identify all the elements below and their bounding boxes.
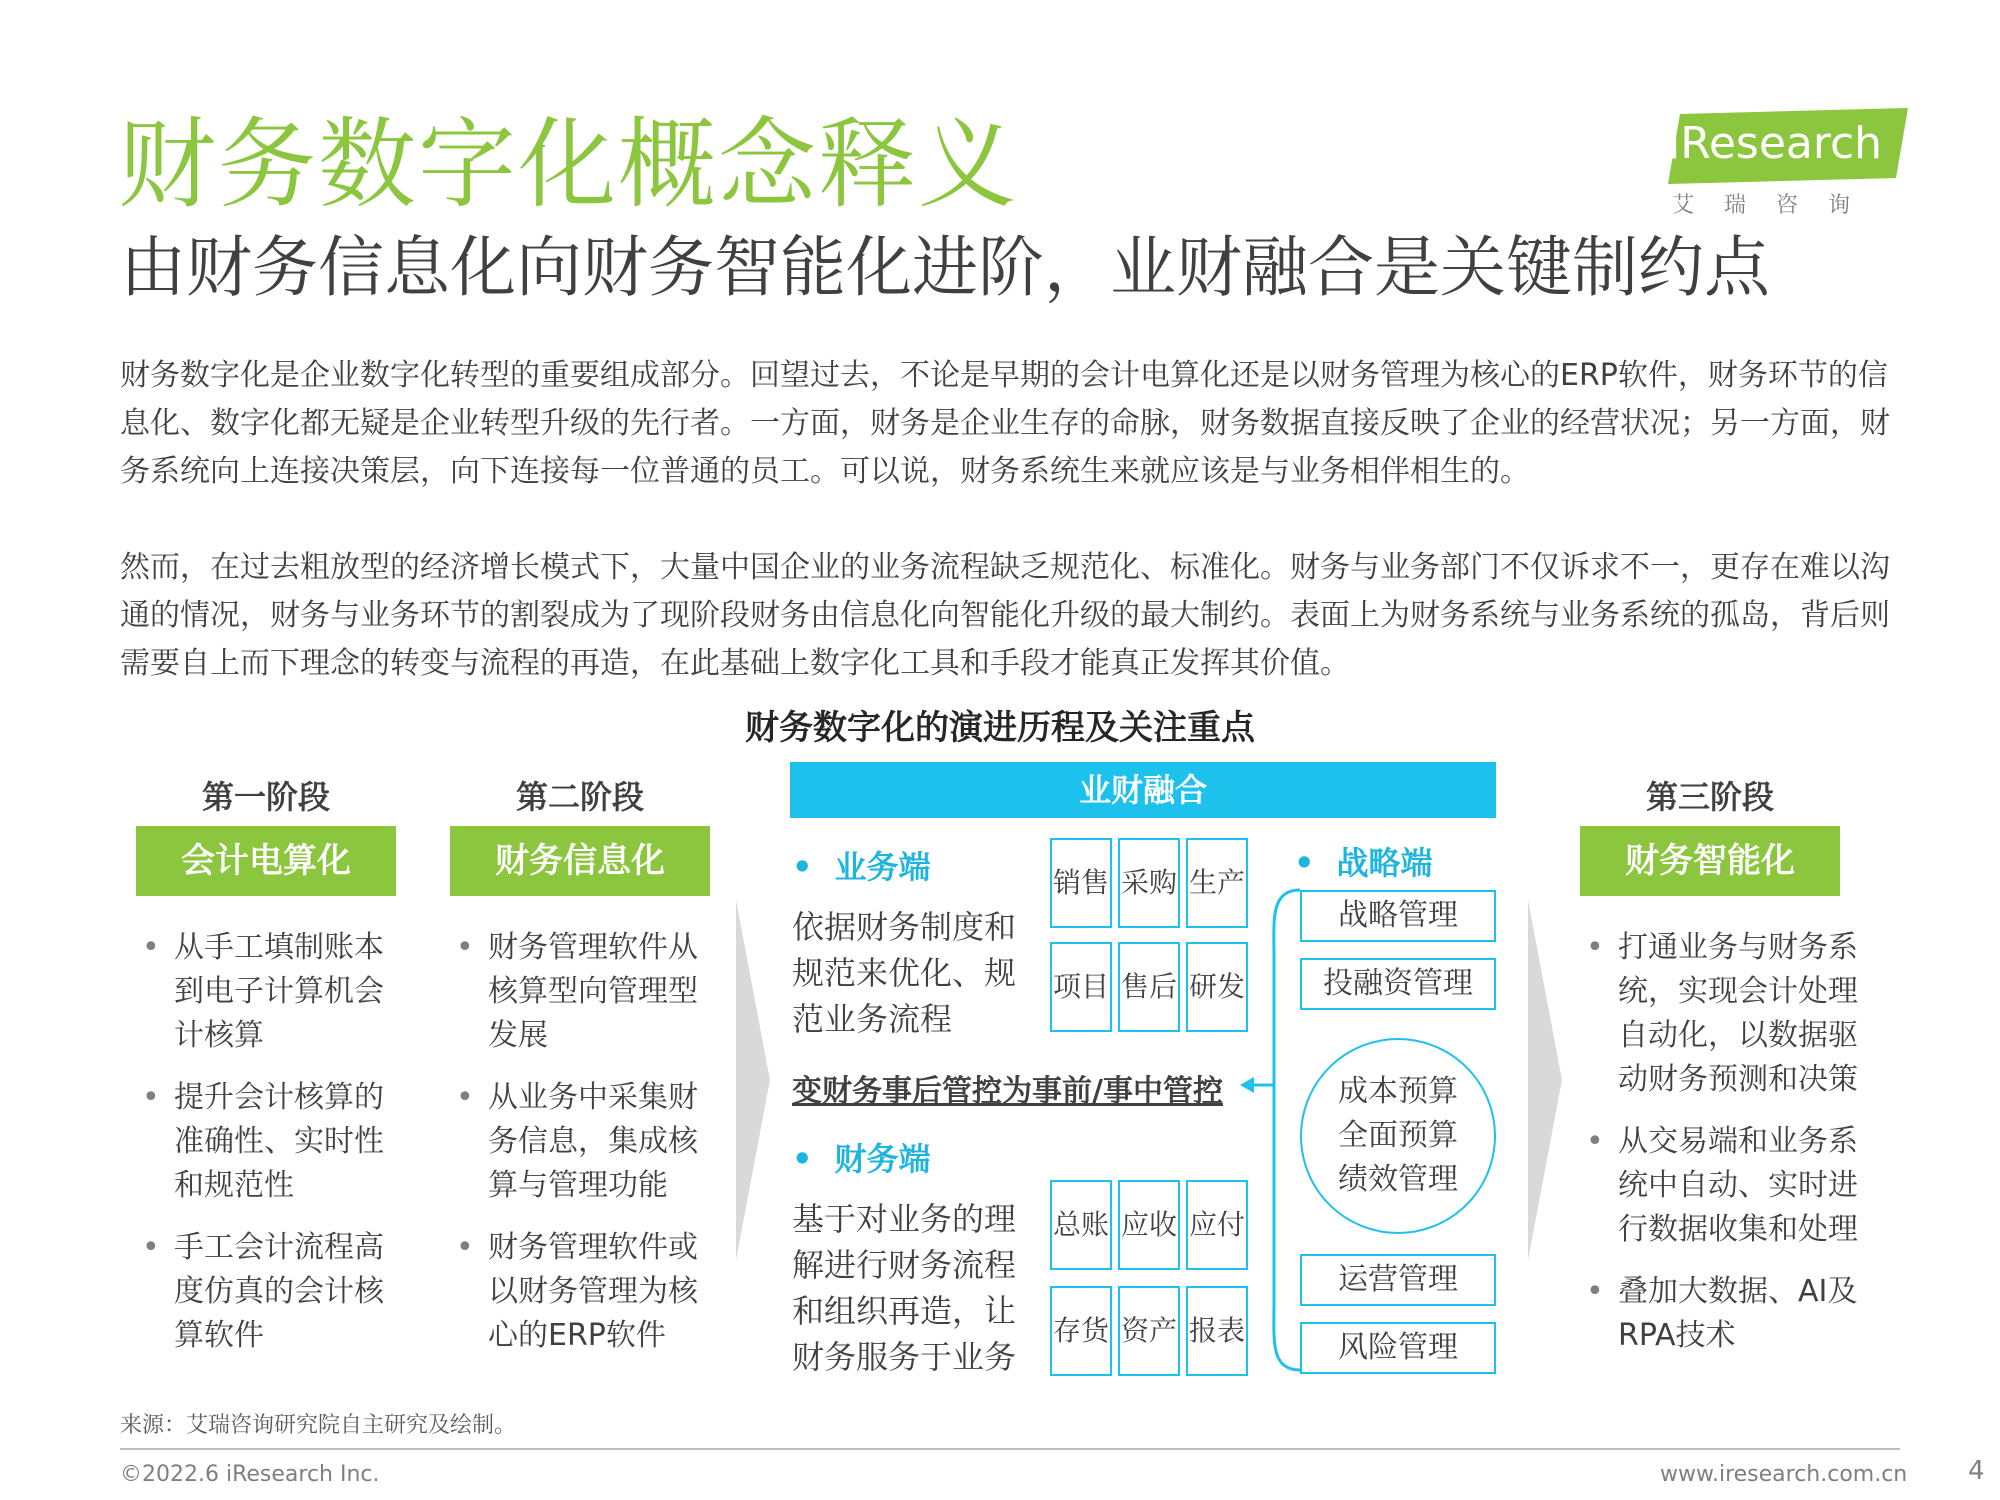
business-cell: 采购 <box>1118 838 1180 928</box>
business-cell: 售后 <box>1118 942 1180 1032</box>
bullet-icon: • <box>792 848 813 886</box>
stage3-label: 第三阶段 <box>1645 778 1774 816</box>
footer-divider <box>120 1448 1900 1450</box>
stage2-label: 第二阶段 <box>515 778 644 816</box>
circle-line: 全面预算 <box>1338 1118 1458 1153</box>
business-cell: 销售 <box>1050 838 1112 928</box>
business-text: 依据财务制度和规范来优化、规范业务流程 <box>792 908 1017 1038</box>
business-cell: 生产 <box>1186 838 1248 928</box>
finance-cell: 资产 <box>1118 1286 1180 1376</box>
budget-circle <box>1300 1038 1496 1234</box>
circle-line: 绩效管理 <box>1338 1162 1458 1197</box>
finance-cell: 存货 <box>1050 1286 1112 1376</box>
finance-cell: 应付 <box>1186 1180 1248 1270</box>
business-head <box>792 842 930 888</box>
finance-head-label: 财务端 <box>834 1140 931 1178</box>
fusion-bar: 业财融合 <box>790 762 1496 818</box>
iresearch-logo <box>1660 104 1910 224</box>
intro-paragraph-2: 然而，在过去粗放型的经济增长模式下，大量中国企业的业务流程缺乏规范化、标准化。财务与业务部门不仅诉求不一，更存在难以沟通的情况，财务与业务环节的割裂成为了现阶段财务由信息化向智能化升级的最大制约。表面上为财务系统与业务系统的孤岛，背后则需要自上而下理念的转变与流程的再造，在此基础上数字化工具和手段才能真正发挥其价值。 <box>120 550 1890 681</box>
list-item: • 打通业务与财务系统，实现会计处理自动化，以数据驱动财务预测和决策 <box>1580 926 1880 1102</box>
strategy-head-label: 战略端 <box>1336 844 1433 882</box>
arrow-right-icon <box>736 900 770 1260</box>
source-note: 来源：艾瑞咨询研究院自主研究及绘制。 <box>120 1413 517 1438</box>
strategy-head <box>1294 838 1432 884</box>
finance-cell: 应收 <box>1118 1180 1180 1270</box>
intro-paragraph-1: 财务数字化是企业数字化转型的重要组成部分。回望过去，不论是早期的会计电算化还是以财务管理为核心的ERP软件，财务环节的信息化、数字化都无疑是企业转型升级的先行者。一方面，财务是企业生存的命脉，财务数据直接反映了企业的经营状况；另一方面，财务系统向上连接决策层，向下连接每一位普通的员工。可以说，财务系统生来就应该是与业务相伴相生的。 <box>120 358 1890 489</box>
business-cell: 项目 <box>1050 942 1112 1032</box>
logo-subtext: 艾瑞咨询 <box>1672 193 1881 218</box>
stage2-box: 财务信息化 <box>450 826 710 896</box>
strategy-box: 投融资管理 <box>1300 958 1496 1010</box>
stage3-bullets <box>1580 926 1880 1376</box>
business-cell: 研发 <box>1186 942 1248 1032</box>
logo-text: iResearch <box>1668 118 1883 169</box>
list-item: • 财务管理软件从核算型向管理型发展 <box>450 926 700 1058</box>
list-item: • 财务管理软件或以财务管理为核心的ERP软件 <box>450 1226 700 1358</box>
list-item: • 从交易端和业务系统中自动、实时进行数据收集和处理 <box>1580 1120 1880 1252</box>
list-item: • 从业务中采集财务信息，集成核算与管理功能 <box>450 1076 700 1208</box>
finance-text: 基于对业务的理解进行财务流程和组织再造，让财务服务于业务 <box>792 1200 1017 1376</box>
stage3-box: 财务智能化 <box>1580 826 1840 896</box>
stage1-label: 第一阶段 <box>201 778 330 816</box>
finance-cell: 总账 <box>1050 1180 1112 1270</box>
finance-cell: 报表 <box>1186 1286 1248 1376</box>
copyright: ©2022.6 iResearch Inc. <box>120 1462 380 1487</box>
arrow-right-icon <box>1528 900 1562 1260</box>
finance-head <box>792 1134 930 1180</box>
strategy-box: 战略管理 <box>1300 890 1496 942</box>
list-item: • 提升会计核算的准确性、实时性和规范性 <box>136 1076 386 1208</box>
bullet-icon: • <box>792 1140 813 1178</box>
page-title: 财务数字化概念释义 <box>118 108 1019 222</box>
operation-box: 运营管理 <box>1300 1254 1496 1306</box>
list-item: • 叠加大数据、AI及RPA技术 <box>1580 1270 1880 1358</box>
list-item: • 从手工填制账本到电子计算机会计核算 <box>136 926 386 1058</box>
stage1-box: 会计电算化 <box>136 826 396 896</box>
business-head-label: 业务端 <box>834 848 931 886</box>
page-number: 4 <box>1968 1456 1985 1486</box>
stage1-bullets <box>136 926 386 1376</box>
risk-box: 风险管理 <box>1300 1322 1496 1374</box>
circle-line: 成本预算 <box>1338 1074 1458 1109</box>
stage2-bullets <box>450 926 700 1376</box>
control-note: 变财务事后管控为事前/事中管控 <box>792 1074 1223 1109</box>
website-link[interactable]: www.iresearch.com.cn <box>1660 1462 1908 1487</box>
diagram-title: 财务数字化的演进历程及关注重点 <box>745 708 1255 748</box>
list-item: • 手工会计流程高度仿真的会计核算软件 <box>136 1226 386 1358</box>
bullet-icon: • <box>1294 844 1315 882</box>
page-subtitle: 由财务信息化向财务智能化进阶，业财融合是关键制约点 <box>120 229 1770 306</box>
